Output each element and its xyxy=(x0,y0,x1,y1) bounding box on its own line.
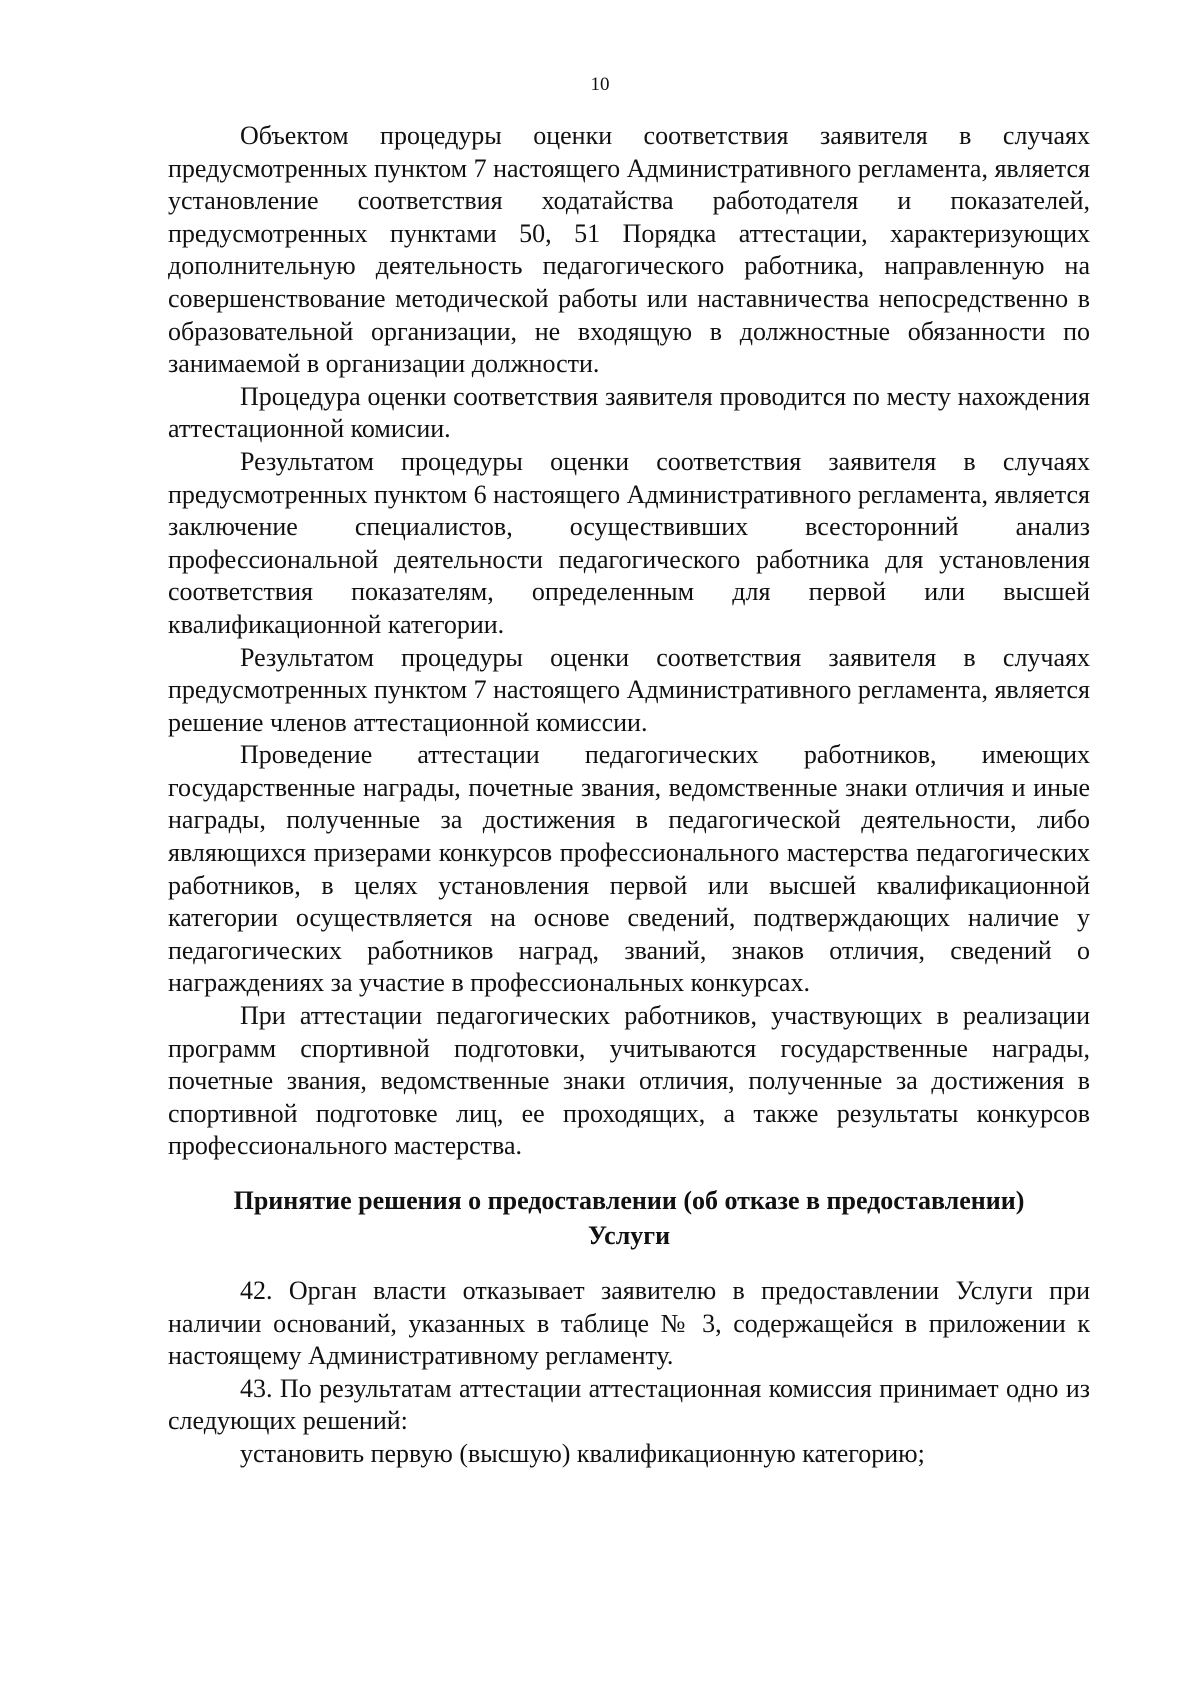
document-body xyxy=(168,120,1090,1471)
page-number: 10 xyxy=(590,74,610,95)
paragraph: Проведение аттестации педагогических работников, имеющих государственные награды, почетные звания, ведомственные знаки отличия и иные награды, полученные за достижения в педагогической деятельности, либо являющихся призерами конкурсов профессионального мастерства педагогических работников, в целях установления первой или высшей квалификационной категории осуществляется на основе сведений, подтверждающих наличие у педагогических работников наград, званий, знаков отличия, сведений о награждениях за участие в профессиональных конкурсах. xyxy=(168,740,1090,998)
item-43-option: установить первую (высшую) квалификационную категорию; xyxy=(240,1438,925,1468)
section-heading xyxy=(168,1183,1090,1253)
section-heading-line-1: Принятие решения о предоставлении (об отказе в предоставлении) xyxy=(233,1186,1025,1215)
item-43: 43. По результатам аттестации аттестационная комиссия принимает одно из следующих решений: xyxy=(168,1373,1090,1436)
numbered-items xyxy=(168,1275,1090,1471)
paragraph: Результатом процедуры оценки соответствия заявителя в случаях предусмотренных пунктом 6 настоящего Административного регламента, является заключение специалистов, осуществивших всесторонний анализ профессиональной деятельности педагогического работника для установления соответствия показателям, определенным для первой или высшей квалификационной категории. xyxy=(168,446,1090,639)
section-heading-line-2: Услуги xyxy=(587,1221,671,1250)
paragraph: Объектом процедуры оценки соответствия заявителя в случаях предусмотренных пунктом 7 настоящего Административного регламента, является установление соответствия ходатайства работодателя и показателей, предусмотренных пунктами 50, 51 Порядка аттестации, характеризующих дополнительную деятельность педагогического работника, направленную на совершенствование методической работы или наставничества непосредственно в образовательной организации, не входящую в должностные обязанности по занимаемой в организации должности. xyxy=(168,121,1090,379)
paragraph: При аттестации педагогических работников, участвующих в реализации программ спортивной подготовки, учитываются государственные награды, почетные звания, ведомственные знаки отличия, полученные за достижения в спортивной подготовке лиц, ее проходящих, а также результаты конкурсов профессионального мастерства. xyxy=(168,1001,1090,1161)
paragraph: Результатом процедуры оценки соответствия заявителя в случаях предусмотренных пунктом 7 настоящего Административного регламента, является решение членов аттестационной комиссии. xyxy=(168,642,1090,737)
paragraph: Процедура оценки соответствия заявителя проводится по месту нахождения аттестационной комисии. xyxy=(168,381,1090,444)
item-42: 42. Орган власти отказывает заявителю в предоставлении Услуги при наличии оснований, указанных в таблице № 3, содержащейся в приложении к настоящему Административному регламенту. xyxy=(168,1276,1090,1371)
